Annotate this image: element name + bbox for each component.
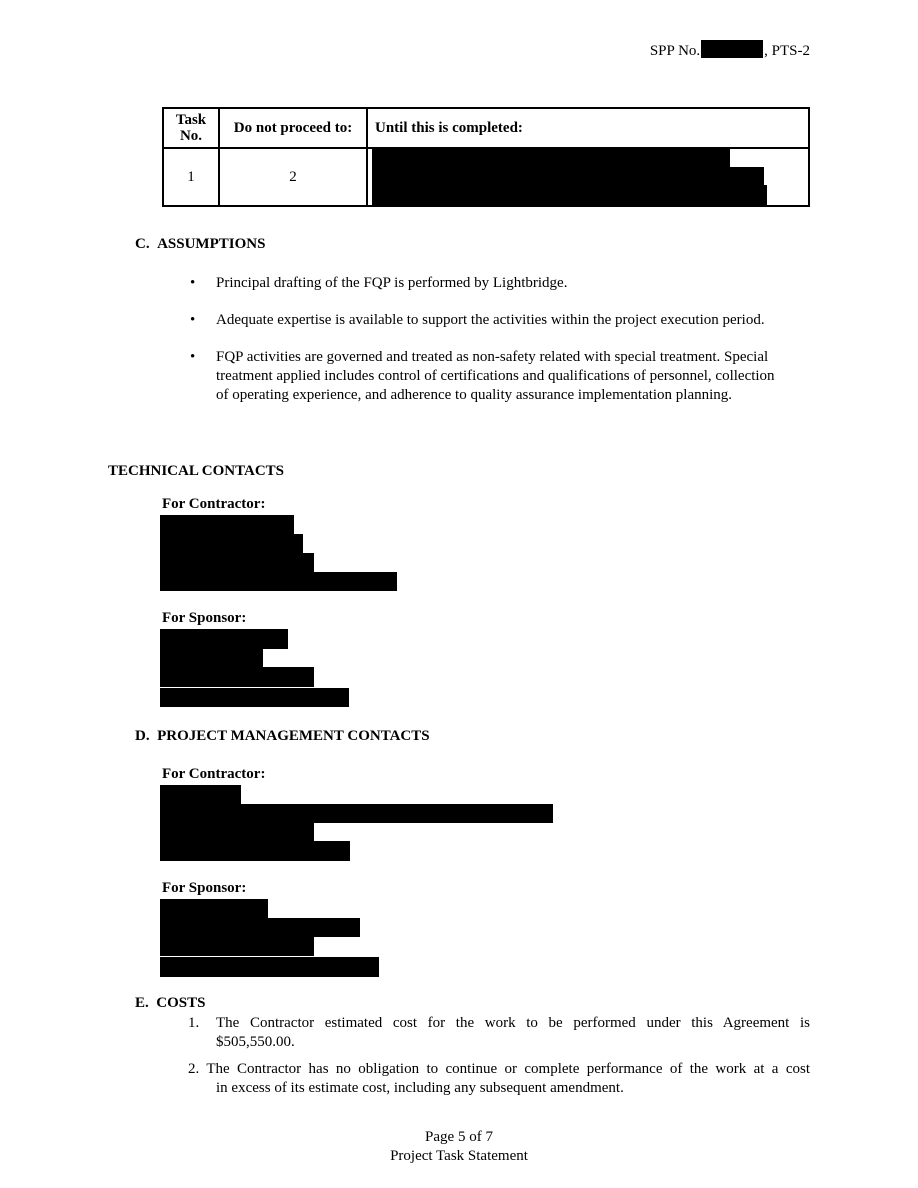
redaction-bar bbox=[160, 667, 314, 687]
redaction-bar bbox=[160, 534, 303, 554]
redaction-bar bbox=[160, 515, 294, 535]
technical-sponsor-label: For Sponsor: bbox=[162, 610, 247, 626]
assumptions-list bbox=[188, 274, 778, 423]
redaction-bar bbox=[160, 822, 314, 842]
redaction-bar bbox=[160, 648, 263, 668]
redacted-spp-number bbox=[701, 40, 763, 58]
column-header-task-no: Task No. bbox=[163, 108, 219, 148]
bullet-icon: • bbox=[190, 349, 196, 365]
redaction-bar bbox=[160, 629, 288, 649]
do-not-proceed-cell: 2 bbox=[219, 148, 367, 206]
bullet-icon: • bbox=[190, 275, 196, 291]
cost-item-2-text-continued: in excess of its estimate cost, including any subsequent amendment. bbox=[216, 1080, 624, 1096]
list-item: • FQP activities are governed and treated as non-safety related with special treatment. Special treatment applied includes control of certifications and qualifications of personnel, collection of operating experience, and adherence to quality assurance implementation planning. bbox=[190, 349, 775, 403]
redaction-bar bbox=[372, 167, 764, 187]
pm-contractor-label: For Contractor: bbox=[162, 766, 266, 782]
section-e-heading: E. COSTS bbox=[135, 995, 206, 1011]
table-row bbox=[163, 148, 809, 206]
column-header-do-not-proceed: Do not proceed to: bbox=[219, 108, 367, 148]
cost-item-1-number: 1. bbox=[188, 1015, 200, 1031]
redaction-bar bbox=[372, 149, 730, 169]
redaction-bar bbox=[160, 553, 314, 573]
table-header-row bbox=[163, 108, 809, 148]
cost-item-2-text: 2. The Contractor has no obligation to continue or complete performance of the work at a cost bbox=[188, 1061, 810, 1077]
document-title: Project Task Statement bbox=[390, 1148, 528, 1164]
spp-number-prefix: SPP No. bbox=[649, 43, 701, 59]
page-number: Page 5 of 7 bbox=[425, 1129, 493, 1145]
list-item: • Adequate expertise is available to support the activities within the project execution period. bbox=[190, 312, 765, 328]
page-footer bbox=[0, 1128, 918, 1166]
until-completed-cell bbox=[367, 148, 809, 206]
bullet-icon: • bbox=[190, 312, 196, 328]
redaction-bar bbox=[160, 918, 360, 937]
pts-label: , PTS-2 bbox=[764, 43, 810, 59]
technical-contacts-heading: TECHNICAL CONTACTS bbox=[108, 463, 285, 479]
task-dependency-table bbox=[162, 107, 810, 207]
cost-item-2 bbox=[188, 1060, 810, 1098]
list-item: • Principal drafting of the FQP is performed by Lightbridge. bbox=[190, 275, 568, 291]
redaction-bar bbox=[160, 936, 314, 956]
column-header-until-completed: Until this is completed: bbox=[367, 108, 809, 148]
redaction-bar bbox=[160, 899, 268, 919]
section-d-heading: D. PROJECT MANAGEMENT CONTACTS bbox=[135, 728, 430, 744]
task-no-cell: 1 bbox=[163, 148, 219, 206]
document-header bbox=[650, 40, 810, 60]
redaction-bar bbox=[160, 572, 397, 591]
redaction-bar bbox=[160, 804, 553, 823]
technical-contractor-label: For Contractor: bbox=[162, 496, 266, 512]
pm-sponsor-label: For Sponsor: bbox=[162, 880, 247, 896]
redaction-bar bbox=[160, 841, 350, 861]
redaction-bar bbox=[160, 957, 379, 977]
redaction-bar bbox=[372, 185, 767, 205]
cost-item-1-amount: $505,550.00. bbox=[216, 1034, 295, 1050]
redaction-bar bbox=[160, 688, 349, 707]
cost-item-1-text: The Contractor estimated cost for the work to be performed under this Agreement is bbox=[216, 1015, 810, 1031]
cost-item-1 bbox=[188, 1014, 810, 1052]
redaction-bar bbox=[160, 785, 241, 805]
section-c-heading: C. ASSUMPTIONS bbox=[135, 236, 266, 252]
